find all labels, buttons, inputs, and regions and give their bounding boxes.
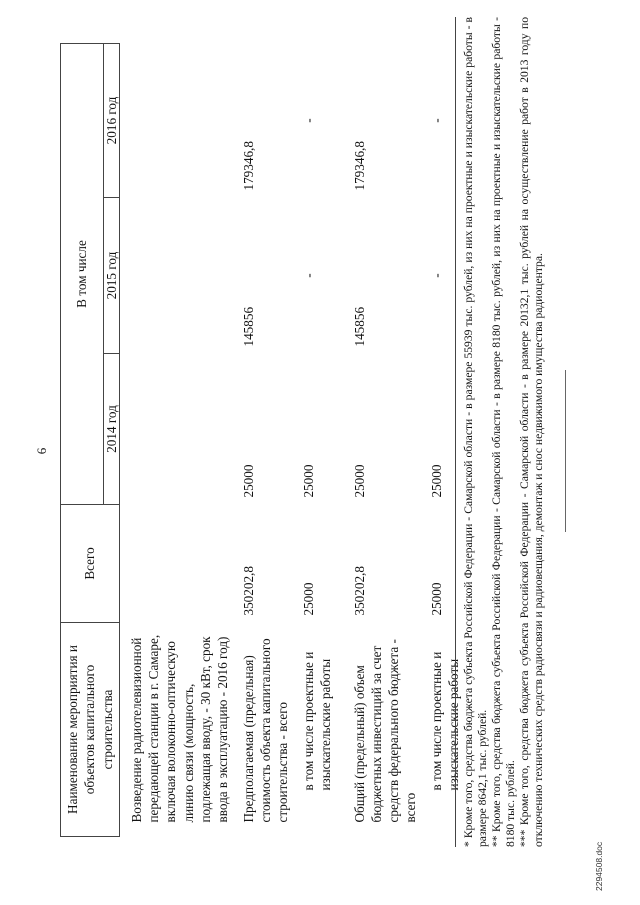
row-name: в том числе проектные и изыскательские работы: [300, 651, 333, 791]
header-year-2014: 2014 год: [103, 354, 119, 505]
row-total: 25000: [428, 582, 444, 616]
header-including: В том числе: [61, 43, 104, 504]
table-row: [292, 43, 343, 836]
row-2016: -: [428, 118, 444, 123]
row-name: Возведение радиотелевизионной передающей станции в г. Самаре, включая волоконно-оптическую линию связи (мощность, подлежащая вводу, - 30 кВт, срок ввода в эксплуатацию - 2016 год): [128, 634, 231, 823]
row-2016: 179346,8: [240, 141, 256, 191]
capital-construction-table: [60, 43, 473, 837]
row-2015: 145856: [240, 306, 256, 347]
page-number: 6: [34, 447, 49, 455]
row-2015: -: [300, 273, 316, 278]
row-2014: 25000: [300, 464, 316, 498]
footnotes: [455, 17, 545, 847]
row-total: 25000: [300, 582, 316, 616]
table-row: [119, 43, 231, 836]
row-2016: 179346,8: [351, 141, 367, 191]
row-total: 350202,8: [351, 566, 367, 616]
header-name: Наименование мероприятия и объектов капитального строительства: [61, 623, 120, 837]
row-2016: -: [300, 118, 316, 123]
row-name: Общий (предельный) объем бюджетных инвестиций за счет средств федерального бюджета - всего: [351, 639, 419, 823]
row-2014: 25000: [351, 464, 367, 498]
footnote-1: * Кроме того, средства бюджета субъекта Российской Федерации - Самарской области - в размере 55939 тыс. рублей, из них на проектные и изыскательские работы - в размере 8642,1 тыс. рублей.: [462, 17, 489, 847]
separator-line: [565, 370, 566, 532]
row-2016: [119, 43, 231, 197]
table-row: [343, 43, 420, 836]
row-2015: 145856: [351, 306, 367, 347]
header-total: Всего: [61, 505, 120, 623]
row-2015: [119, 198, 231, 354]
row-2014: 25000: [240, 464, 256, 498]
row-2015: -: [428, 273, 444, 278]
row-name: в том числе проектные и изыскательские работы: [428, 651, 462, 791]
header-year-2015: 2015 год: [103, 198, 119, 354]
row-total: [119, 505, 231, 623]
table-row: [232, 43, 292, 836]
footnote-3: *** Кроме того, средства бюджета субъекта Российской Федерации - Самарской области - в размере 20132,1 тыс. рублей на осуществление работ в 2013 году по отключению технических средств радиосвязи и радиовещания, демонтаж и снос недвижимого имущества радиоцентра.: [517, 17, 545, 847]
header-year-2016: 2016 год: [103, 43, 119, 197]
document-reference: 2294508.doc: [594, 841, 604, 891]
row-2014: 25000: [428, 464, 444, 498]
row-2014: [119, 354, 231, 505]
row-name: Предполагаемая (предельная) стоимость объекта капитального строительства - всего: [240, 638, 291, 823]
row-total: 350202,8: [240, 566, 256, 616]
footnote-2: ** Кроме того, средства бюджета субъекта Российской Федерации - Самарской области - в размере 8180 тыс. рублей, из них на проектные и изыскательские работы - 8180 тыс. рублей.: [489, 17, 517, 847]
